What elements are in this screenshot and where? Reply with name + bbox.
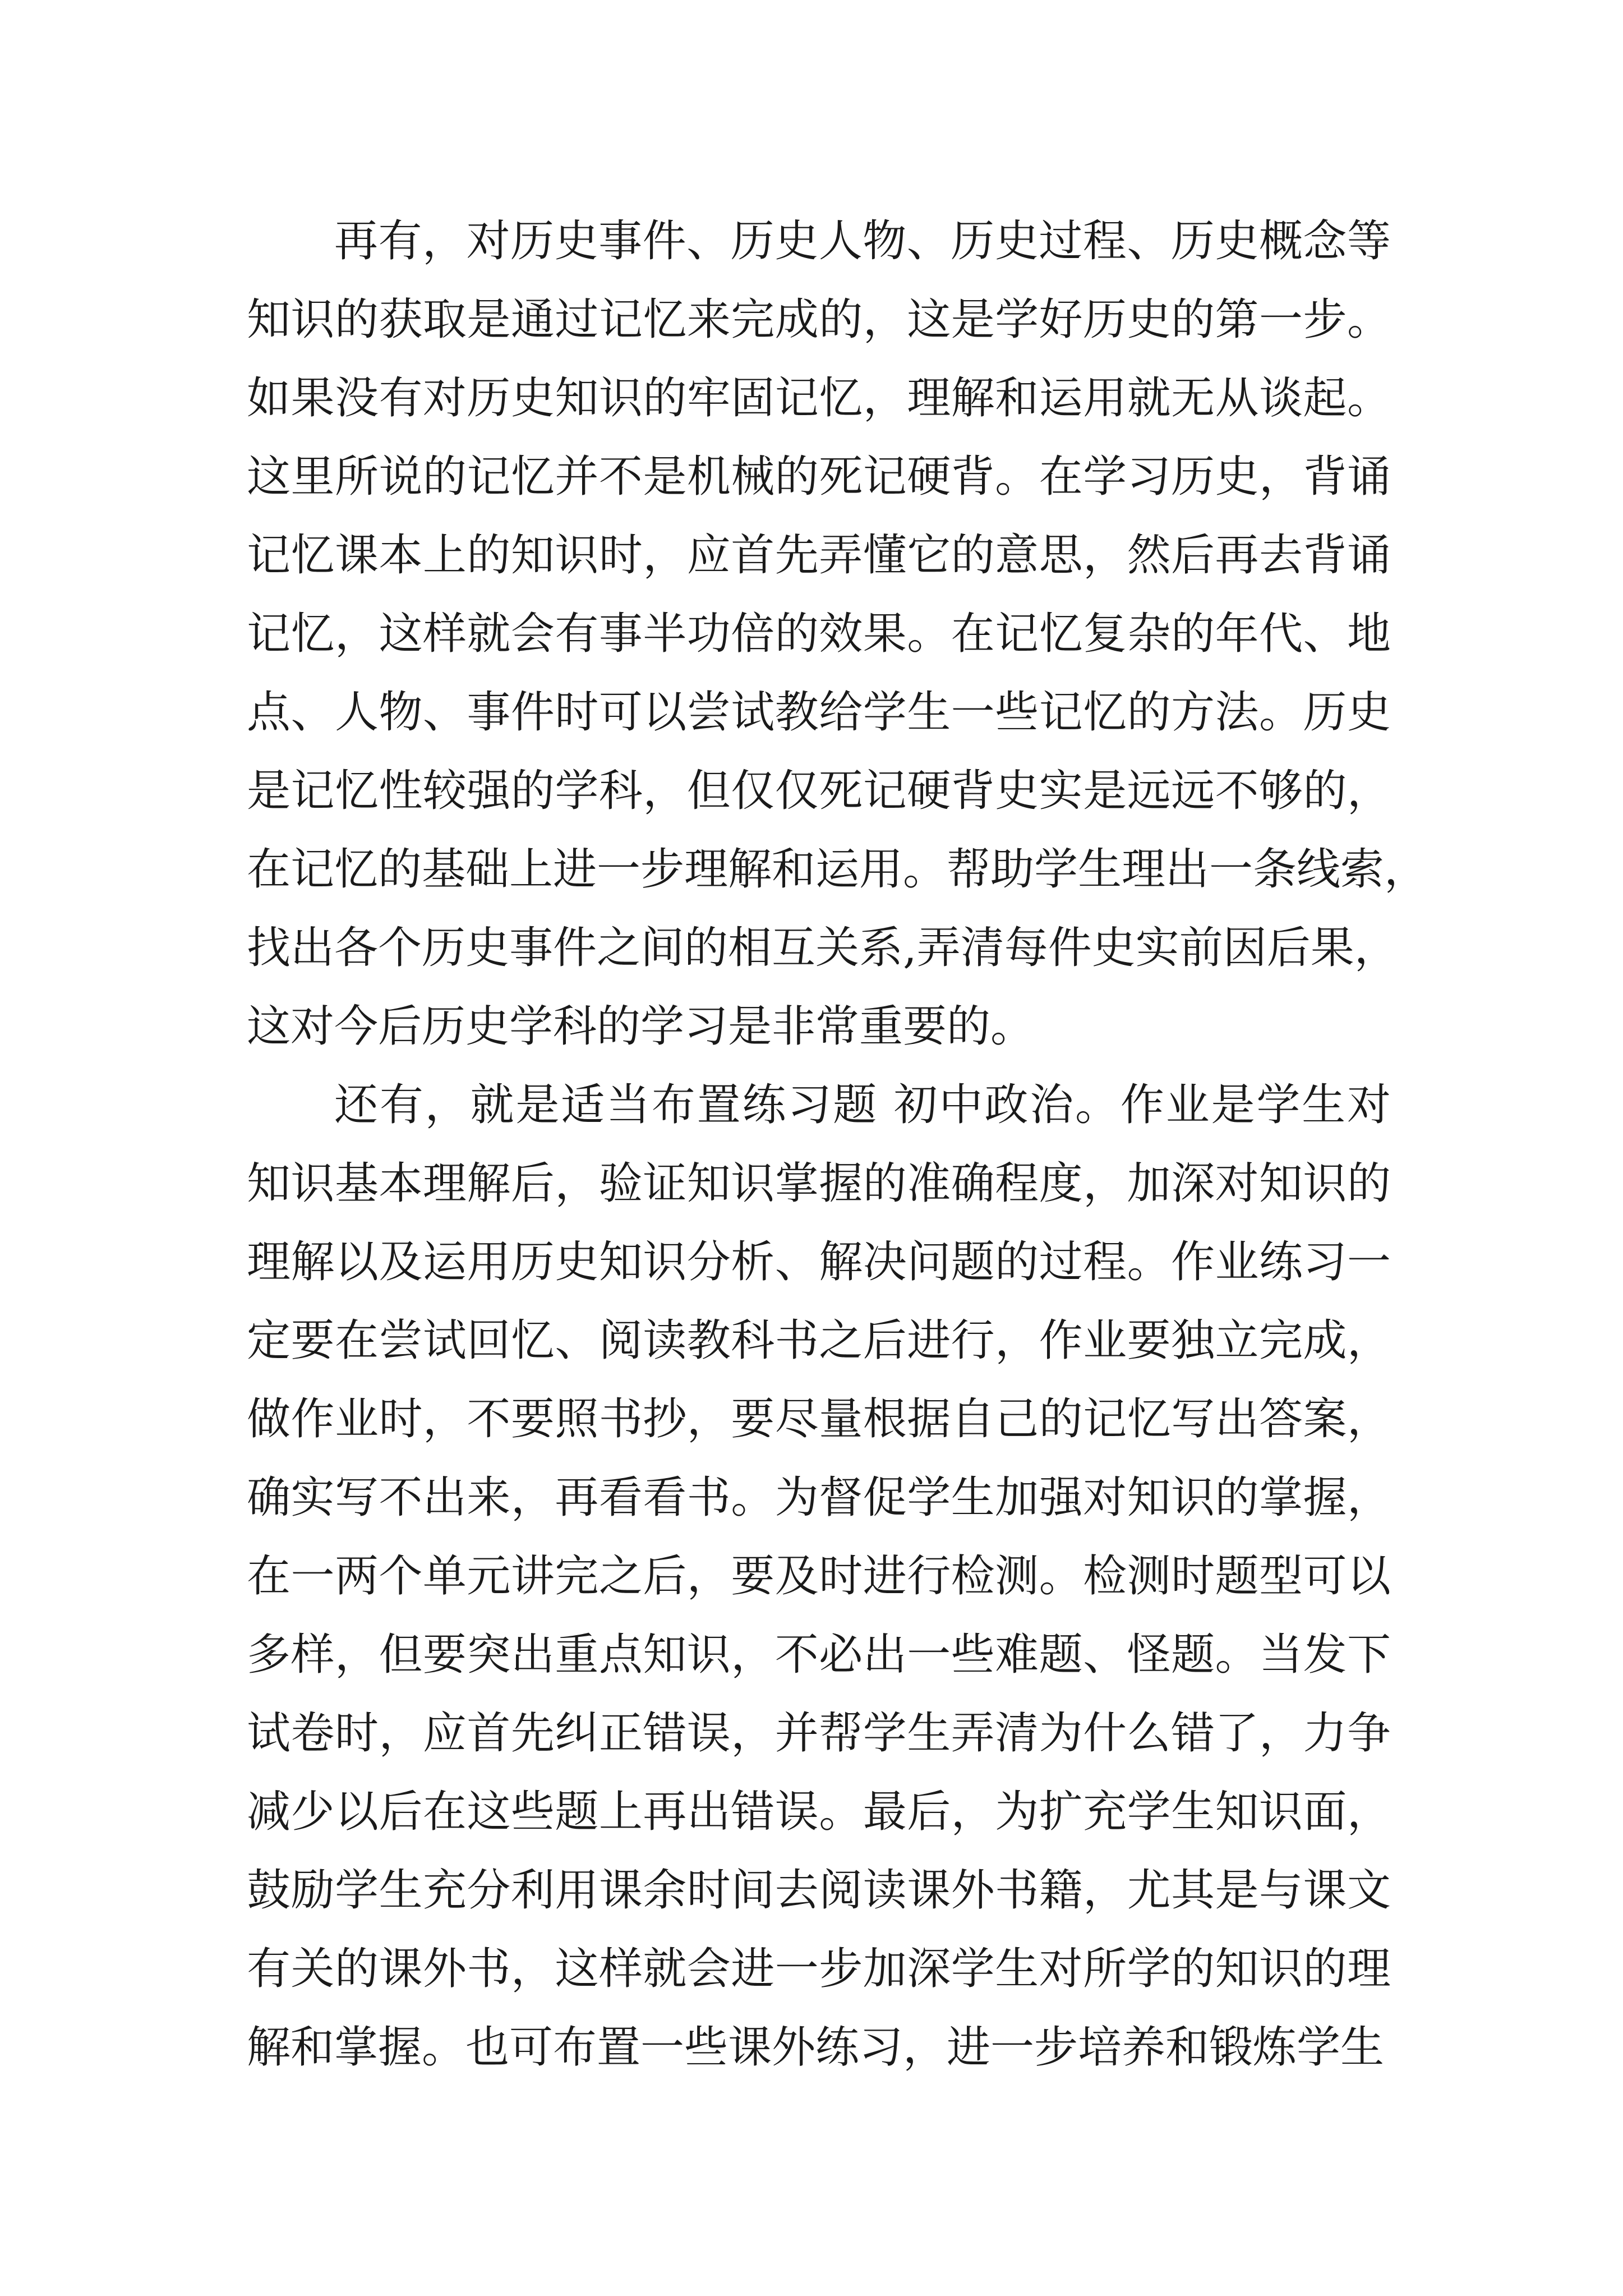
text-line: 找出各个历史事件之间的相互关系,弄清每件史实前因后果， xyxy=(247,923,1398,973)
text-line: 这里所说的记忆并不是机械的死记硬背。在学习历史，背诵 xyxy=(247,452,1391,502)
paragraph-1 xyxy=(247,202,1428,1066)
paragraph-2 xyxy=(247,1066,1391,2087)
body-text xyxy=(247,202,1428,2087)
text-line: 有关的课外书，这样就会进一步加深学生对所学的知识的理 xyxy=(247,1944,1391,1994)
text-line: 记忆，这样就会有事半功倍的效果。在记忆复杂的年代、地 xyxy=(247,609,1391,659)
text-line: 定要在尝试回忆、阅读教科书之后进行，作业要独立完成， xyxy=(247,1315,1391,1366)
text-line: 再有，对历史事件、历史人物、历史过程、历史概念等 xyxy=(334,216,1391,266)
text-line: 在记忆的基础上进一步理解和运用。帮助学生理出一条线索， xyxy=(247,844,1428,895)
text-line: 多样，但要突出重点知识，不必出一些难题、怪题。当发下 xyxy=(247,1630,1391,1680)
text-line: 还有，就是适当布置练习题 初中政治。作业是学生对 xyxy=(334,1080,1391,1130)
text-line: 知识基本理解后，验证知识掌握的准确程度，加深对知识的 xyxy=(247,1158,1391,1209)
text-line: 记忆课本上的知识时，应首先弄懂它的意思，然后再去背诵 xyxy=(247,530,1391,581)
text-line: 减少以后在这些题上再出错误。最后，为扩充学生知识面， xyxy=(247,1787,1391,1837)
text-line: 确实写不出来，再看看书。为督促学生加强对知识的掌握， xyxy=(247,1473,1391,1523)
text-line: 在一两个单元讲完之后，要及时进行检测。检测时题型可以 xyxy=(247,1551,1391,1602)
text-line: 知识的获取是通过记忆来完成的，这是学好历史的第一步。 xyxy=(247,295,1391,345)
text-line: 理解以及运用历史知识分析、解决问题的过程。作业练习一 xyxy=(247,1237,1391,1287)
text-line: 做作业时，不要照书抄，要尽量根据自己的记忆写出答案， xyxy=(247,1394,1391,1444)
text-line: 解和掌握。也可布置一些课外练习，进一步培养和锻炼学生 xyxy=(247,2022,1385,2073)
text-line: 鼓励学生充分利用课余时间去阅读课外书籍，尤其是与课文 xyxy=(247,1865,1391,1916)
text-line: 试卷时，应首先纠正错误，并帮学生弄清为什么错了，力争 xyxy=(247,1708,1391,1759)
text-line: 点、人物、事件时可以尝试教给学生一些记忆的方法。历史 xyxy=(247,687,1391,738)
text-line: 如果没有对历史知识的牢固记忆，理解和运用就无从谈起。 xyxy=(247,373,1391,424)
text-line: 是记忆性较强的学科，但仅仅死记硬背史实是远远不够的， xyxy=(247,766,1391,816)
text-line: 这对今后历史学科的学习是非常重要的。 xyxy=(247,1001,1035,1052)
